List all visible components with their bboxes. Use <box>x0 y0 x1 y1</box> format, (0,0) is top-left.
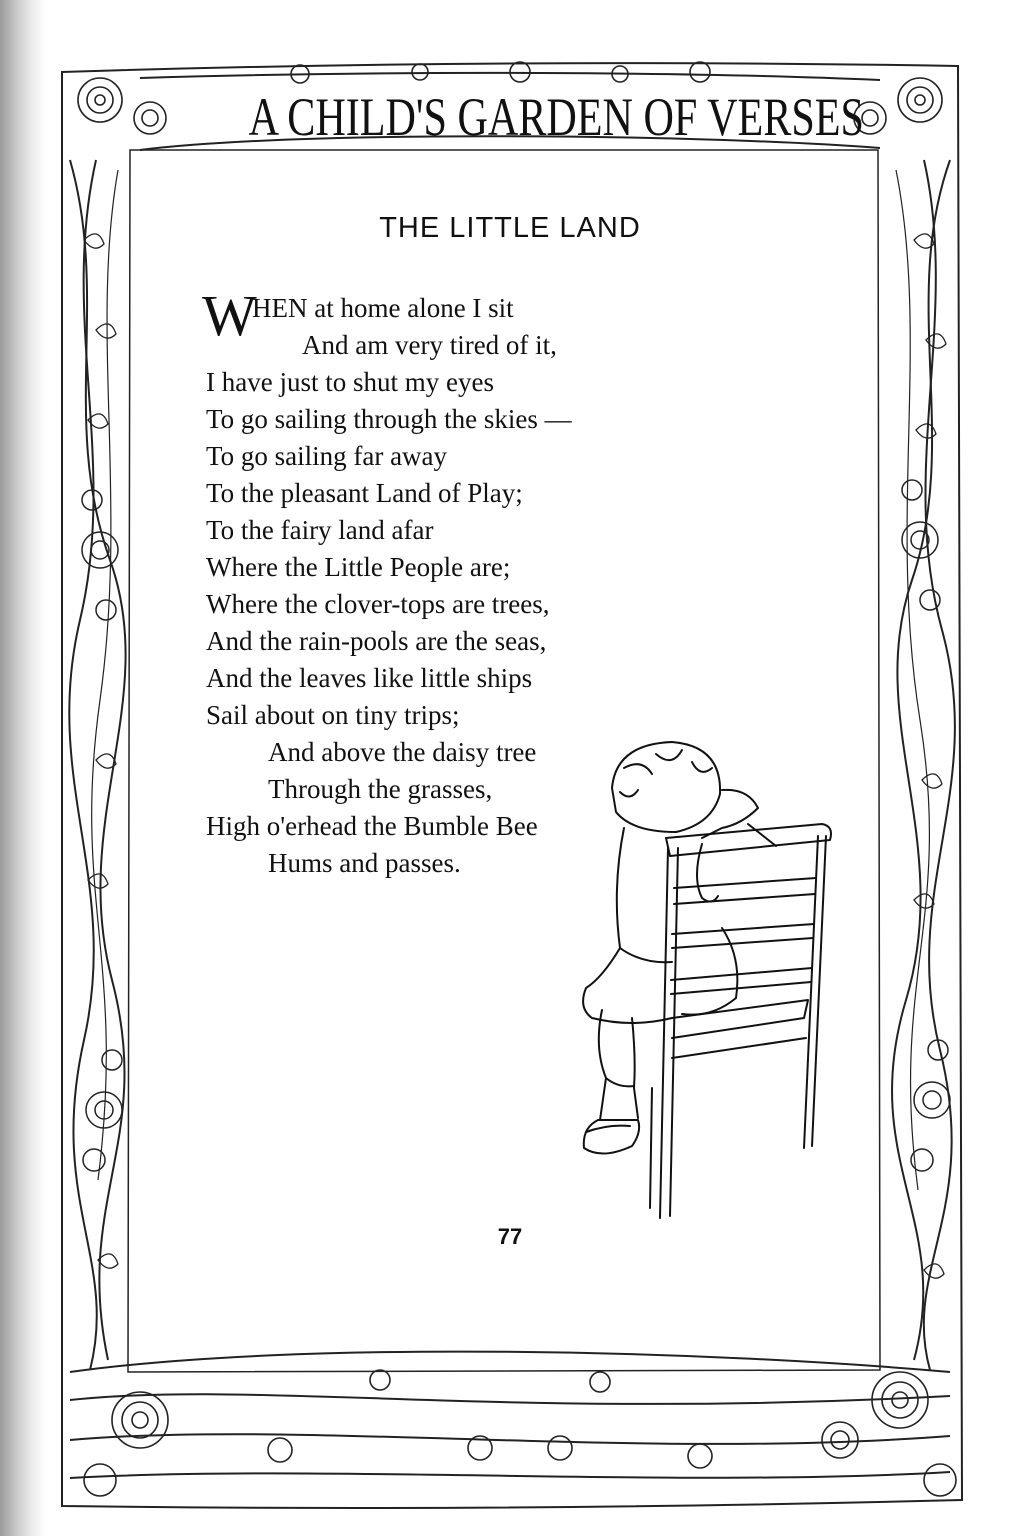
poem-title: THE LITTLE LAND <box>379 212 641 244</box>
verse-line-2: And am very tired of it, <box>302 330 557 360</box>
child-on-chair-illustration <box>572 728 842 1228</box>
verse-line-5: To go sailing far away <box>206 441 448 471</box>
book-title-banner: A CHILD'S GARDEN OF VERSES <box>248 87 864 147</box>
verse-line-9: Where the clover-tops are trees, <box>206 589 550 619</box>
verse-line-13: And above the daisy tree <box>268 737 537 767</box>
verse-line-7: To the fairy land afar <box>206 515 434 545</box>
page-number: 77 <box>497 1224 523 1249</box>
verse-line-15: High o'erhead the Bumble Bee <box>206 811 538 841</box>
verse-line-3: I have just to shut my eyes <box>206 367 494 397</box>
verse-line-14: Through the grasses, <box>268 774 493 804</box>
verse-line-4: To go sailing through the skies — <box>206 404 572 434</box>
verse-line-6: To the pleasant Land of Play; <box>206 478 523 508</box>
verse-line-12: Sail about on tiny trips; <box>206 700 460 730</box>
verse-line-11: And the leaves like little ships <box>206 663 533 693</box>
verse-line-8: Where the Little People are; <box>206 552 511 582</box>
verse-line-1: HEN at home alone I sit <box>252 293 514 323</box>
drop-cap: W <box>202 283 257 348</box>
verse-line-10: And the rain-pools are the seas, <box>206 626 547 656</box>
verse-line-16: Hums and passes. <box>268 848 461 878</box>
